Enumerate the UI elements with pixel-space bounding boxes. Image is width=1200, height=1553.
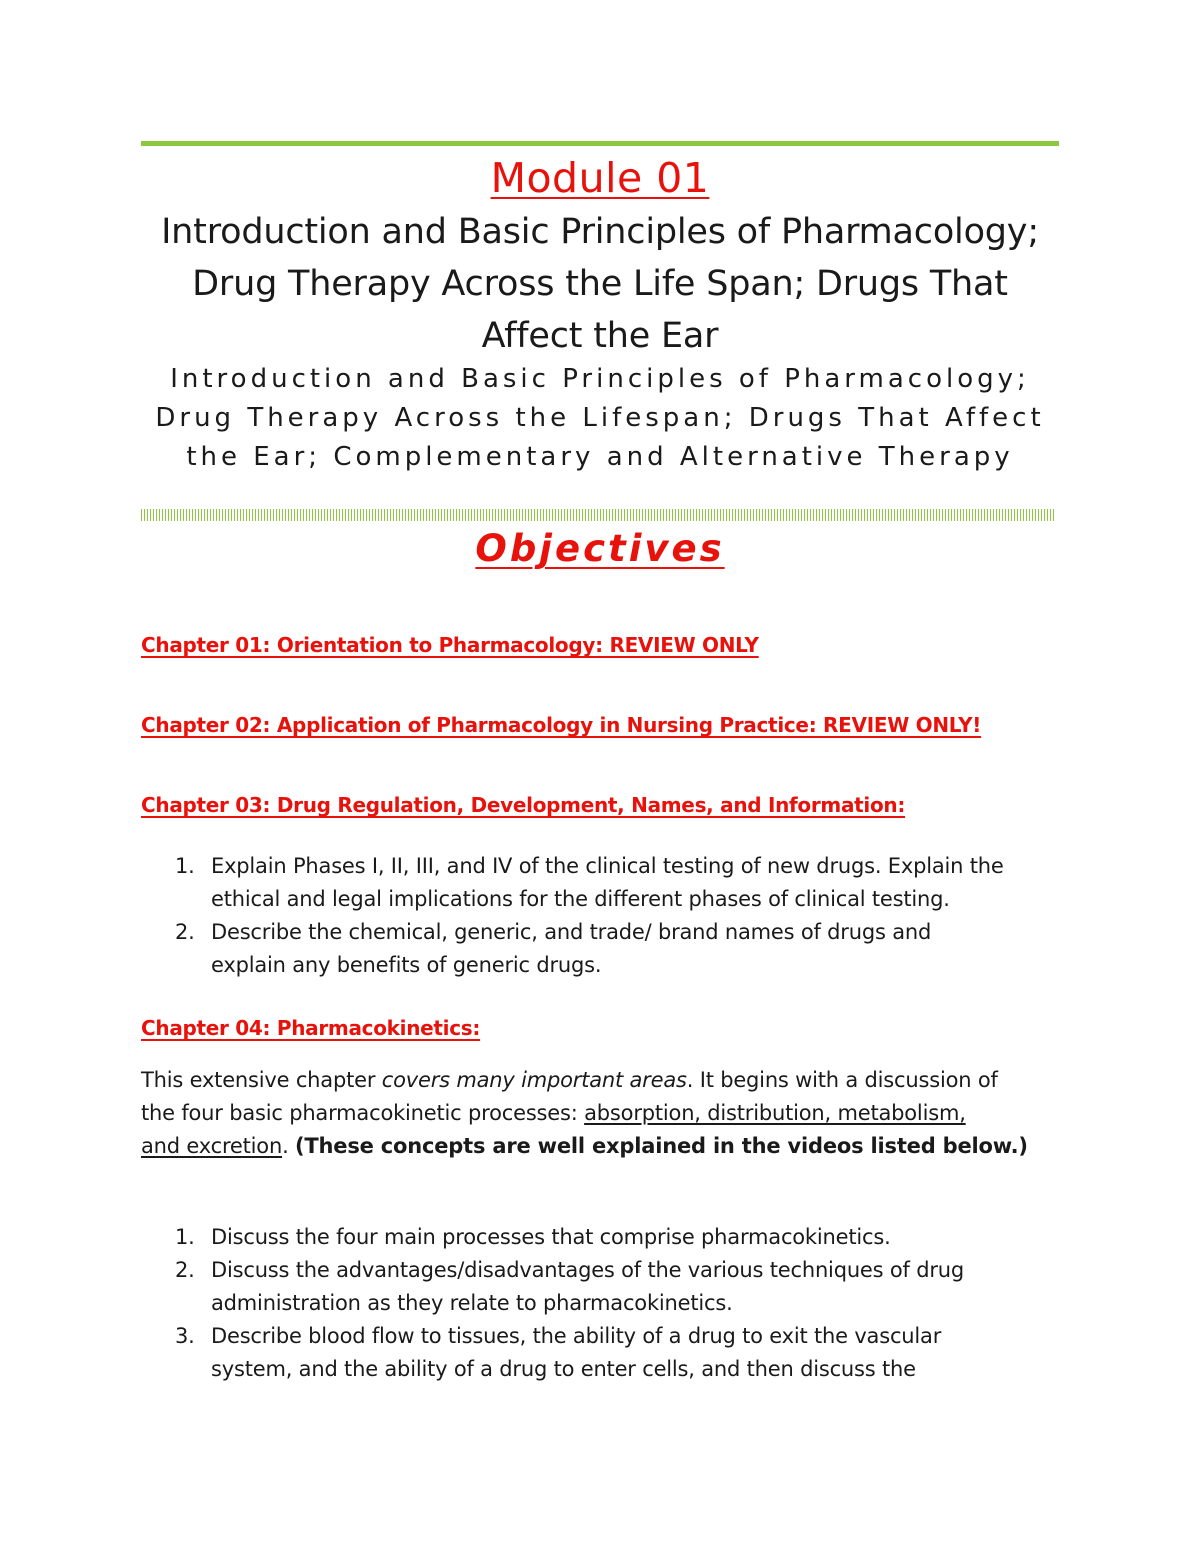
list-item-line: Describe blood flow to tissues, the ability of a drug to exit the vascular <box>211 1324 942 1348</box>
paragraph-line-1 <box>141 1064 1071 1097</box>
chapter-03-heading: Chapter 03: Drug Regulation, Development, Names, and Information: <box>141 793 906 817</box>
text-run: the four basic pharmacokinetic processes: <box>141 1101 585 1125</box>
list-item-line: Describe the chemical, generic, and trade/ brand names of drugs and <box>211 920 932 944</box>
text-run: . <box>282 1134 296 1158</box>
list-number: 2. <box>175 1258 195 1282</box>
list-item <box>141 1221 1059 1254</box>
chapter-04-heading: Chapter 04: Pharmacokinetics: <box>141 1016 481 1040</box>
spaced-line-2: Drug Therapy Across the Lifespan; Drugs That Affect <box>155 403 1045 433</box>
hatched-green-rule <box>141 509 1055 521</box>
text-run: This extensive chapter <box>141 1068 382 1092</box>
spaced-line-1: Introduction and Basic Principles of Pharmacology; <box>170 364 1030 394</box>
paragraph-line-3 <box>141 1130 1071 1163</box>
list-item-line: explain any benefits of generic drugs. <box>211 953 602 977</box>
list-item-line: Discuss the advantages/disadvantages of the various techniques of drug <box>211 1258 964 1282</box>
underlined-run: absorption, distribution, metabolism, <box>584 1101 966 1125</box>
italic-run: covers many important areas <box>381 1068 687 1092</box>
list-number: 1. <box>175 1225 195 1249</box>
subtitle-line-1: Introduction and Basic Principles of Pharmacology; <box>161 212 1039 252</box>
chapter-01-heading: Chapter 01: Orientation to Pharmacology: REVIEW ONLY <box>141 633 759 657</box>
list-item <box>141 850 1059 916</box>
list-item-line: Explain Phases I, II, III, and IV of the clinical testing of new drugs. Explain the <box>211 854 1004 878</box>
list-number: 3. <box>175 1324 195 1348</box>
list-item <box>141 1254 1059 1320</box>
objectives-heading: Objectives <box>475 527 725 570</box>
list-item-line: system, and the ability of a drug to enter cells, and then discuss the <box>211 1357 916 1381</box>
chapter-03-objectives <box>141 850 1059 982</box>
top-green-rule <box>141 141 1059 146</box>
list-item-line: administration as they relate to pharmacokinetics. <box>211 1291 733 1315</box>
underlined-run: and excretion <box>141 1134 283 1158</box>
paragraph-line-2 <box>141 1097 1071 1130</box>
spaced-subtitle <box>141 360 1059 477</box>
subtitle-line-3: Affect the Ear <box>481 316 719 356</box>
subtitle-line-2: Drug Therapy Across the Life Span; Drugs That <box>192 264 1008 304</box>
bold-run: (These concepts are well explained in the videos listed below.) <box>295 1134 1028 1158</box>
list-item-line: ethical and legal implications for the different phases of clinical testing. <box>211 887 950 911</box>
list-item <box>141 1320 1059 1386</box>
module-title: Module 01 <box>490 154 710 202</box>
list-item <box>141 916 1059 982</box>
chapter-02-heading: Chapter 02: Application of Pharmacology in Nursing Practice: REVIEW ONLY! <box>141 713 982 737</box>
list-number: 1. <box>175 854 195 878</box>
chapter-04-objectives <box>141 1221 1059 1386</box>
chapter-04-intro-paragraph <box>141 1064 1071 1163</box>
title-block <box>141 150 1059 472</box>
spaced-line-3: the Ear; Complementary and Alternative Therapy <box>186 442 1014 472</box>
list-number: 2. <box>175 920 195 944</box>
text-run: . It begins with a discussion of <box>686 1068 998 1092</box>
list-item-line: Discuss the four main processes that comprise pharmacokinetics. <box>211 1225 891 1249</box>
